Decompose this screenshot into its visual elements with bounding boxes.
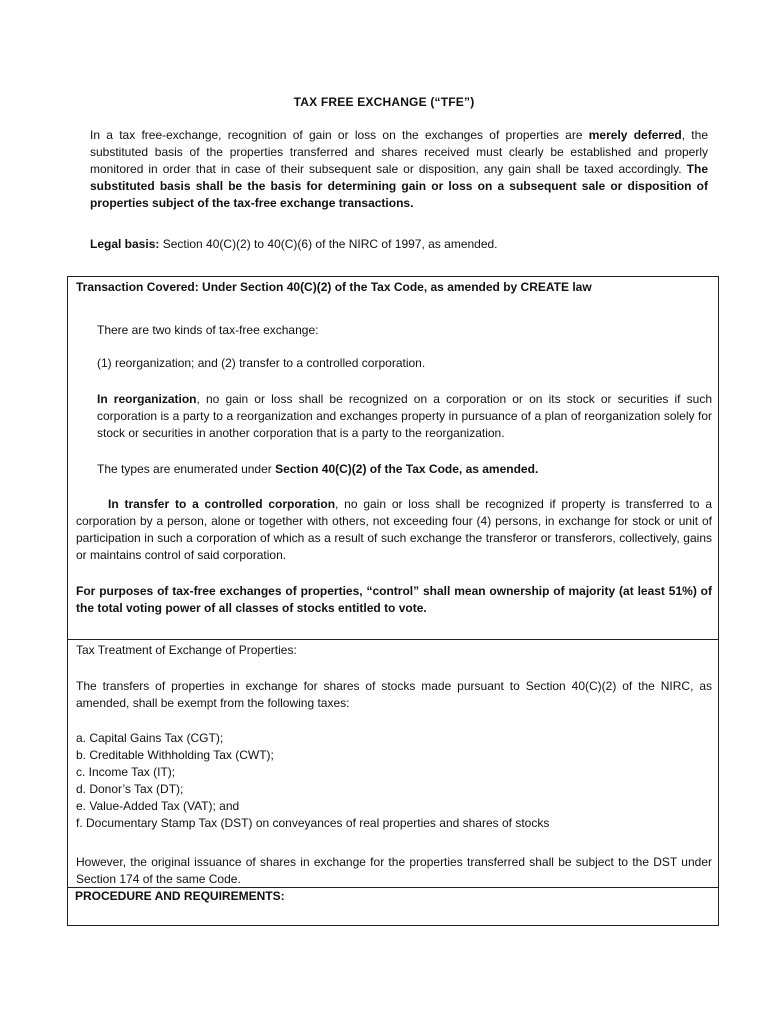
- types-bold: Section 40(C)(2) of the Tax Code, as amended.: [275, 462, 539, 476]
- transfer-bold: In transfer to a controlled corporation: [108, 497, 336, 511]
- transfer-text: , no gain or loss shall be recognized if property is transferred to a corporation by a person, alone or together with others, not exceeding four (4) persons, in exchange for stock or unit of participation in such a corporation of which as a result of such exchange the transferor or transferors, collectively, gains or maintains control of said corporation.: [76, 497, 712, 562]
- intro-bold-1: merely deferred: [588, 128, 682, 142]
- intro-text-1: In a tax free-exchange, recognition of gain or loss on the exchanges of properties are: [90, 128, 589, 142]
- tax-treatment-heading: Tax Treatment of Exchange of Properties:: [76, 643, 297, 657]
- list-item: d. Donor’s Tax (DT);: [76, 782, 184, 796]
- reorganization-bold: In reorganization: [97, 392, 197, 406]
- control-text-b: “control”: [366, 584, 420, 598]
- reorganization-text: , no gain or loss shall be recognized on a corporation or on its stock or securities if such corporation is a party to a reorganization and exchanges property in pursuance of a plan of reorganization solely for stock or securities in another corporation that is a party to the reorganization.: [97, 392, 713, 440]
- transaction-covered-heading: [76, 279, 712, 296]
- heading-part-c: of the Tax Code, as amended by: [331, 280, 521, 294]
- intro-paragraph: [90, 127, 708, 212]
- tax-treatment-paragraph: The transfers of properties in exchange for shares of stocks made pursuant to Section 40(C)(2) of the NIRC, as amended, shall be exempt from the following taxes:: [76, 679, 712, 710]
- transaction-covered-box: [67, 276, 719, 640]
- list-item: f. Documentary Stamp Tax (DST) on conveyances of real properties and shares of stocks: [76, 816, 550, 830]
- exempt-taxes-list: [76, 730, 712, 832]
- document-title: TAX FREE EXCHANGE (“TFE”): [293, 95, 475, 109]
- list-item: c. Income Tax (IT);: [76, 765, 176, 779]
- list-item: a. Capital Gains Tax (CGT);: [76, 731, 224, 745]
- procedure-heading: PROCEDURE AND REQUIREMENTS:: [75, 889, 285, 903]
- list-item: e. Value-Added Tax (VAT); and: [76, 799, 240, 813]
- intro-bold-2: The substituted basis shall be the basis for determining gain or loss on a subsequent sale or disposition of properties subject of the tax-free exchange transactions.: [90, 162, 708, 210]
- legal-basis-text: Section 40(C)(2) to 40(C)(6) of the NIRC of 1997, as amended.: [159, 237, 498, 251]
- types-paragraph: [97, 461, 712, 478]
- list-item: b. Creditable Withholding Tax (CWT);: [76, 748, 274, 762]
- types-text: The types are enumerated under: [97, 462, 276, 476]
- intro-text-2: , the substituted basis of the properties transferred and shares received must clearly be established and properly monitored in order that in case of their subsequent sale or disposition, any gain shall be taxed accordingly.: [90, 128, 708, 176]
- legal-basis: [90, 236, 498, 253]
- tax-treatment-box: [67, 639, 719, 926]
- kinds-list: (1) reorganization; and (2) transfer to a controlled corporation.: [97, 356, 426, 370]
- heading-part-b: (C)(2): [300, 280, 332, 294]
- transfer-paragraph: [76, 496, 712, 564]
- legal-basis-label: Legal basis:: [90, 237, 160, 251]
- heading-part-a: Transaction Covered: Under Section 40: [76, 280, 301, 294]
- dst-paragraph: However, the original issuance of shares in exchange for the properties transferred shall be subject to the DST under Section 174 of the same Code.: [76, 855, 712, 886]
- heading-part-d: CREATE law: [520, 280, 592, 294]
- reorganization-paragraph: [97, 391, 712, 442]
- control-text-c: shall mean ownership of majority (at least 51%) of the total voting power of all classes of stocks entitled to vote.: [76, 584, 713, 615]
- kinds-text: There are two kinds of tax-free exchange:: [97, 323, 319, 337]
- control-paragraph: [76, 583, 712, 617]
- control-text-a: For purposes of tax-free exchanges of properties,: [76, 584, 367, 598]
